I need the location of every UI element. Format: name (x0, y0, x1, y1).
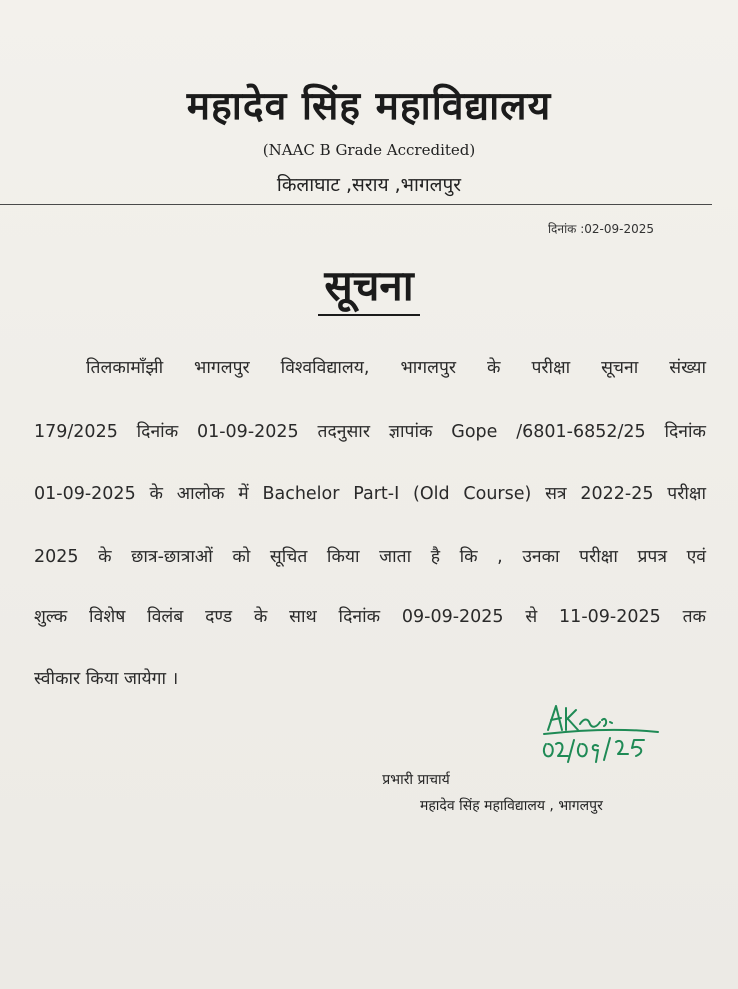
accreditation-text: (NAAC B Grade Accredited) (262, 141, 476, 159)
notice-line: स्वीकार किया जायेगा । (34, 669, 179, 689)
signatory-institution: महादेव सिंह महाविद्यालय , भागलपुर (420, 798, 603, 814)
notice-title-text: सूचना (318, 262, 419, 316)
header-divider (0, 204, 712, 205)
college-address: किलाघाट ,सराय ,भागलपुर (276, 174, 462, 196)
notice-line: शुल्क विशेष विलंब दण्ड के साथ दिनांक 09-09-2025 से 11-09-2025 तक (34, 607, 706, 627)
handwritten-signature (540, 700, 670, 766)
notice-line: 179/2025 दिनांक 01-09-2025 तदनुसार ज्ञापांक Gope /6801-6852/25 दिनांक (34, 422, 706, 442)
college-name: महादेव सिंह महाविद्यालय (186, 84, 552, 129)
notice-line: तिलकामाँझी भागलपुर विश्वविद्यालय, भागलपुर के परीक्षा सूचना संख्या (86, 358, 706, 378)
notice-title (0, 262, 738, 316)
signatory-designation: प्रभारी प्राचार्य (382, 772, 450, 788)
notice-line: 01-09-2025 के आलोक में Bachelor Part-I (Old Course) सत्र 2022-25 परीक्षा (34, 484, 706, 504)
notice-date: दिनांक :02-09-2025 (547, 222, 654, 236)
notice-line: 2025 के छात्र-छात्राओं को सूचित किया जाता है कि , उनका परीक्षा प्रपत्र एवं (34, 547, 706, 567)
